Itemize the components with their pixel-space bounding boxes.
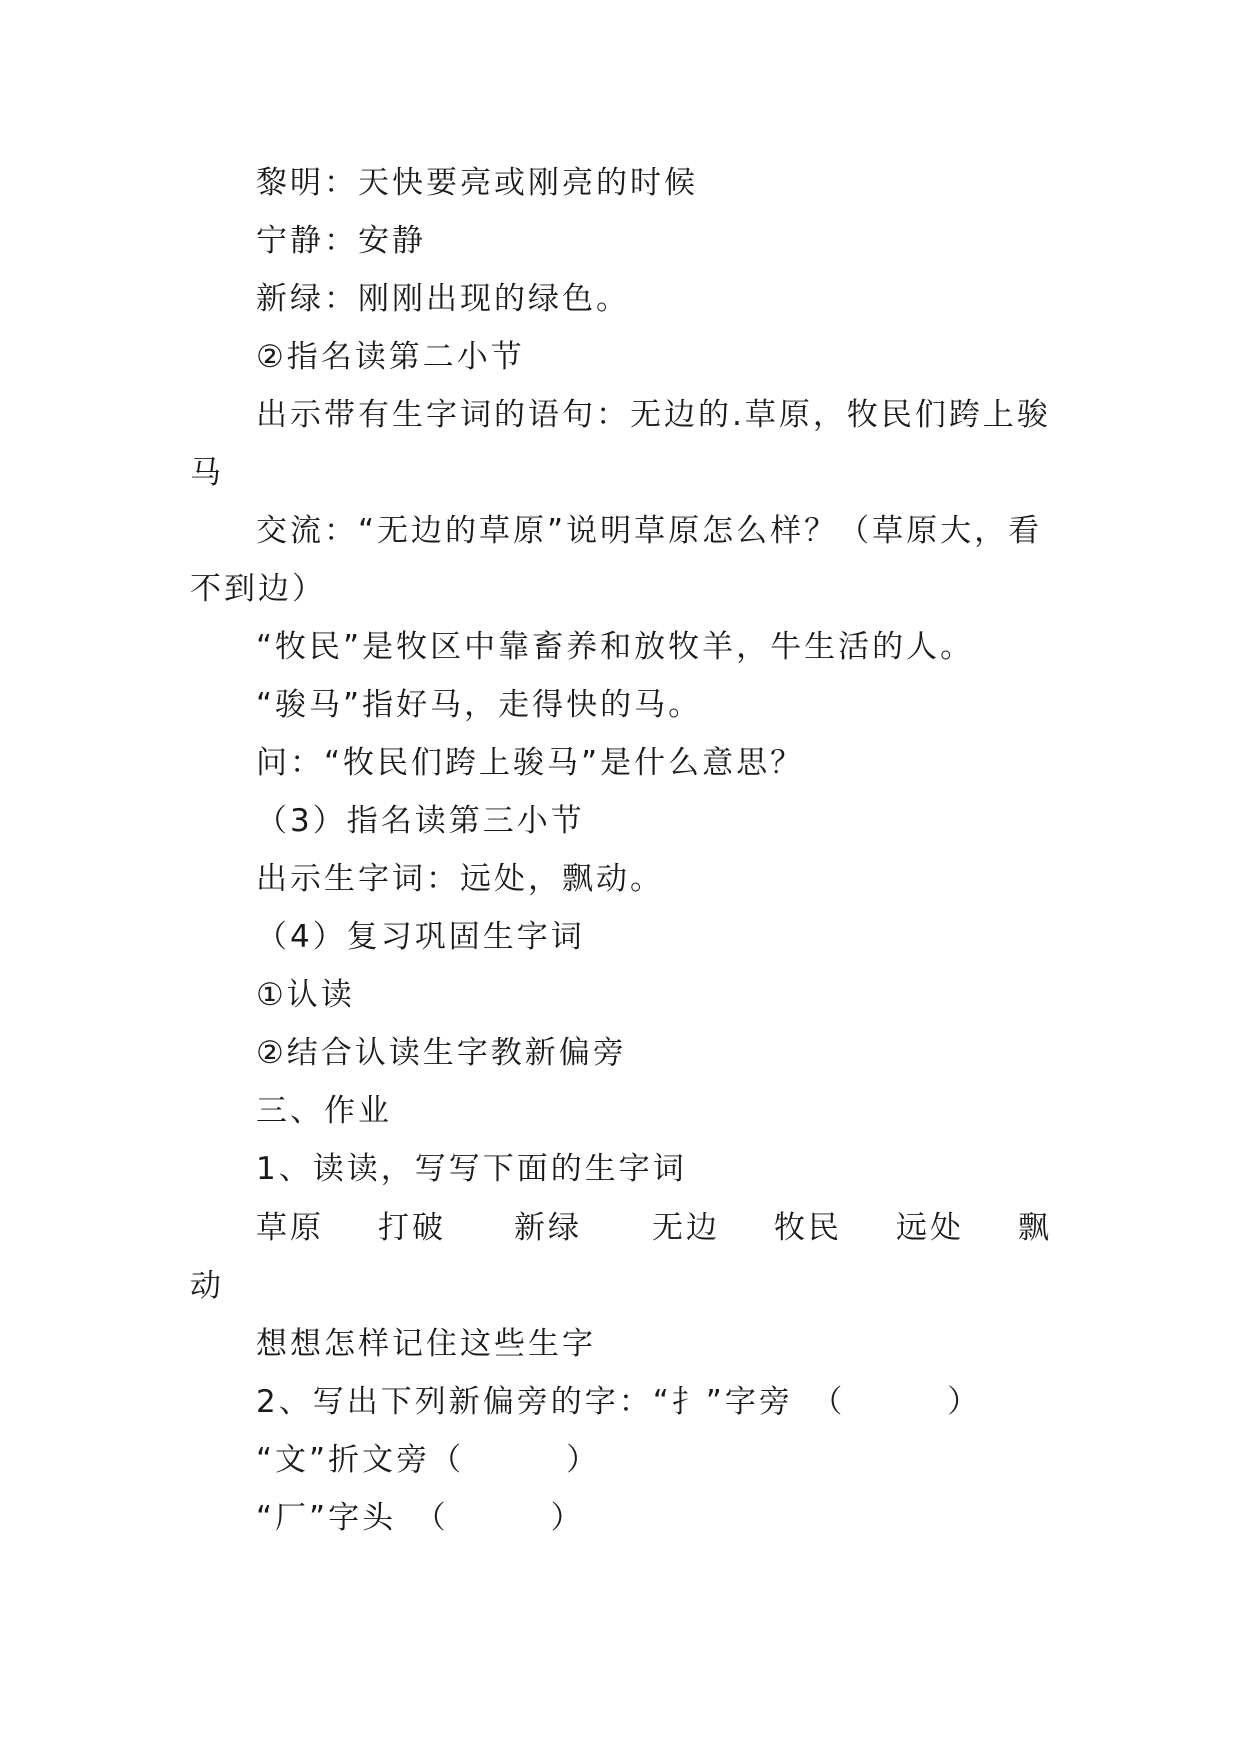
definition-ningjing: 宁静：安静 — [256, 223, 426, 259]
step-read-third-section: （3）指名读第三小节 — [256, 803, 585, 839]
sentence-intro: 出示带有生字词的语句：无边的.草原，牧民们跨上骏 — [256, 397, 1051, 433]
radical-fill-chang: “厂”字头 （ ） — [256, 1500, 585, 1536]
substep-radicals: ②结合认读生字教新偏旁 — [256, 1035, 627, 1071]
section-homework-heading: 三、作业 — [256, 1093, 392, 1129]
vocab-word: 新绿 — [514, 1210, 582, 1246]
vocab-word: 草原 — [256, 1210, 324, 1246]
definition-xinlv: 新绿：刚刚出现的绿色。 — [256, 281, 630, 317]
homework-item-2: 2、写出下列新偏旁的字：“扌”字旁 （ ） — [256, 1384, 982, 1420]
homework-item-1: 1、读读，写写下面的生字词 — [256, 1151, 687, 1187]
question-text: 问：“牧民们跨上骏马”是什么意思？ — [256, 745, 805, 781]
discussion-text: 交流：“无边的草原”说明草原怎么样？（草原大，看 — [256, 513, 1043, 549]
vocab-row — [256, 1208, 1056, 1248]
new-words-shown: 出示生字词：远处，飘动。 — [256, 861, 664, 897]
definition-junma: “骏马”指好马，走得快的马。 — [256, 687, 703, 723]
discussion-text-continued: 不到边） — [190, 571, 326, 607]
vocab-word: 打破 — [378, 1210, 446, 1246]
vocab-row-continued: 动 — [190, 1268, 224, 1304]
step-review-words: （4）复习巩固生字词 — [256, 919, 585, 955]
definition-mumin: “牧民”是牧区中靠畜养和放牧羊，牛生活的人。 — [256, 629, 975, 665]
radical-fill-wen: “文”折文旁（ ） — [256, 1442, 601, 1478]
vocab-word: 飘 — [1018, 1210, 1052, 1246]
step-read-second-section: ②指名读第二小节 — [256, 339, 525, 375]
substep-read: ①认读 — [256, 977, 355, 1013]
memorize-prompt: 想想怎样记住这些生字 — [256, 1326, 596, 1362]
vocab-word: 远处 — [896, 1210, 964, 1246]
sentence-intro-continued: 马 — [190, 455, 224, 491]
vocab-word: 无边 — [652, 1210, 720, 1246]
definition-liming: 黎明：天快要亮或刚亮的时候 — [256, 165, 698, 201]
vocab-word: 牧民 — [774, 1210, 842, 1246]
